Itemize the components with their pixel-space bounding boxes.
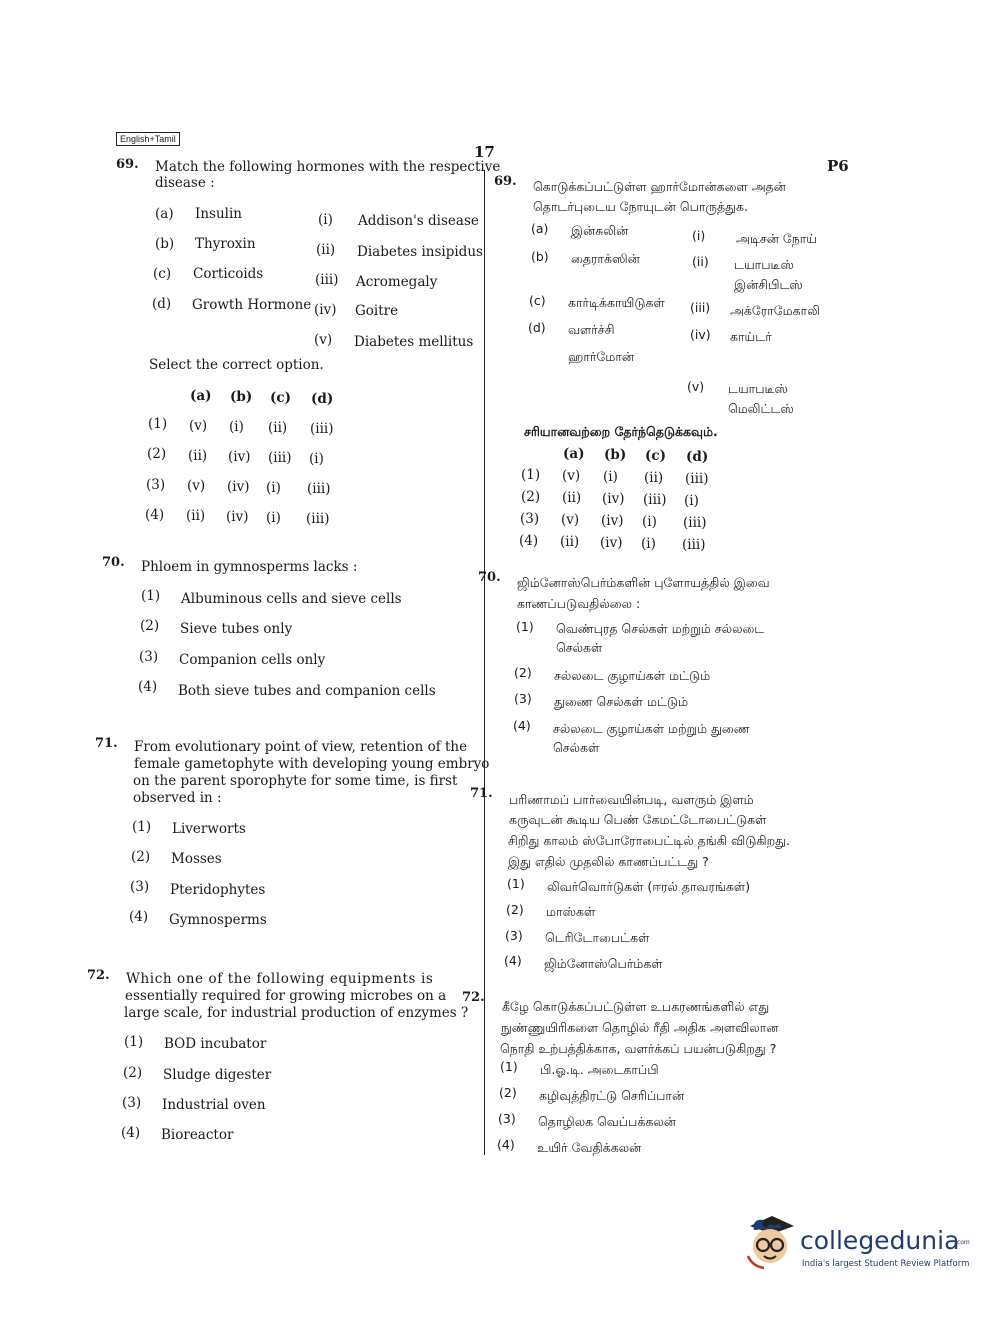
- q69-cell: (iii): [268, 450, 292, 466]
- q69-ta-cell: (iii): [682, 537, 706, 553]
- q69-cell: (iv): [226, 509, 249, 525]
- logo-tagline: India's largest Student Review Platform: [802, 1259, 970, 1269]
- q69-ta-right-item-cont: இன்சிபிடஸ்: [734, 277, 803, 292]
- q69-right-item: Goitre: [355, 303, 399, 319]
- q72-option-label[interactable]: (2): [123, 1065, 143, 1081]
- q69-head: (b): [230, 389, 253, 405]
- q69-ta-option[interactable]: (3): [520, 511, 540, 527]
- q71-ta-stem-line: கருவுடன் கூடிய பெண் கேமட்டோபைட்டுகள்: [509, 812, 767, 827]
- q69-cell: (i): [229, 419, 244, 435]
- q71-ta-option-text: டெரிடோபைட்கள்: [545, 930, 650, 945]
- q70-option-label[interactable]: (3): [139, 649, 159, 665]
- q71-ta-option-text: லிவர்வொர்டுகள் (ஈரல் தாவரங்கள்): [547, 879, 751, 894]
- q72-ta-option-label[interactable]: (2): [499, 1085, 517, 1100]
- q71-stem-line: observed in :: [133, 790, 222, 806]
- collegedunia-logo-text: collegedunia: [800, 1226, 960, 1255]
- q69-ta-left-item: கார்டிக்காயிடுகள்: [568, 295, 665, 310]
- q69-ta-cell: (i): [642, 514, 657, 530]
- q69-ta-instruction: சரியானவற்றை தேர்ந்தெடுக்கவும்.: [524, 424, 718, 439]
- q71-option-text: Liverworts: [172, 821, 246, 837]
- q70-option-text: Sieve tubes only: [180, 621, 293, 637]
- q70-ta-option-label[interactable]: (4): [513, 718, 531, 733]
- q69-ta-right-label: (iv): [690, 327, 711, 342]
- q72-stem-line: essentially required for growing microbes on a: [125, 988, 447, 1004]
- q69-ta-head: (c): [645, 448, 666, 464]
- q71-option-text: Gymnosperms: [169, 912, 267, 928]
- q69-ta-cell: (iv): [601, 513, 624, 529]
- q69-left-label: (b): [155, 236, 175, 252]
- q69-number: 69.: [116, 157, 139, 172]
- q70-number: 70.: [102, 555, 125, 570]
- q69-cell: (v): [187, 478, 206, 494]
- q71-ta-option-label[interactable]: (4): [504, 953, 522, 968]
- q69-cell: (i): [266, 480, 281, 496]
- q72-ta-option-text: பி.ஓ.டி. அடைகாப்பி: [540, 1062, 659, 1077]
- q69-ta-cell: (iii): [685, 471, 709, 487]
- q69-right-label: (v): [314, 332, 333, 348]
- logo-dotcom: .com: [955, 1239, 970, 1246]
- q69-ta-left-label: (d): [528, 320, 546, 335]
- q69-ta-head: (d): [686, 449, 709, 465]
- q71-option-label[interactable]: (4): [129, 909, 149, 925]
- q70-ta-option-text: வெண்புரத செல்கள் மற்றும் சல்லடை: [556, 621, 765, 636]
- paper-code: P6: [827, 157, 849, 175]
- q70-ta-option-label[interactable]: (2): [514, 665, 532, 680]
- q72-number: 72.: [87, 968, 110, 983]
- q72-stem-line: Which one of the following equipments is: [126, 971, 434, 987]
- q69-ta-cell: (iii): [643, 492, 667, 508]
- q69-ta-cell: (i): [684, 493, 699, 509]
- q71-option-label[interactable]: (2): [131, 849, 151, 865]
- q69-cell: (ii): [268, 420, 288, 436]
- q69-ta-option[interactable]: (4): [519, 533, 539, 549]
- q69-ta-cell: (iv): [600, 535, 623, 551]
- q71-number: 71.: [95, 736, 118, 751]
- q70-ta-option-text-cont: செல்கள்: [553, 740, 600, 755]
- q71-stem-line: on the parent sporophyte for some time, is first: [133, 773, 458, 789]
- q72-option-label[interactable]: (4): [121, 1125, 141, 1141]
- q69-right-label: (i): [318, 212, 333, 228]
- q72-option-text: Industrial oven: [162, 1097, 266, 1113]
- q69-ta-right-item: அக்ரோமேகாலி: [730, 303, 820, 318]
- q69-ta-cell: (ii): [644, 470, 664, 486]
- q71-option-label[interactable]: (3): [130, 879, 150, 895]
- q70-option-label[interactable]: (1): [141, 588, 161, 604]
- q71-ta-stem-line: இது எதில் முதலில் காணப்பட்டது ?: [508, 854, 709, 869]
- q72-ta-stem-line: நுண்ணுயிரிகளை தொழில் ரீதி அதிக அளவிலான: [501, 1020, 779, 1035]
- q69-cell: (i): [309, 451, 324, 467]
- q72-option-text: Bioreactor: [161, 1127, 234, 1143]
- q72-option-text: Sludge digester: [163, 1067, 272, 1083]
- q69-ta-right-label: (v): [687, 379, 705, 394]
- q69-cell: (ii): [186, 508, 206, 524]
- q69-ta-option[interactable]: (1): [521, 467, 541, 483]
- q72-ta-option-text: உயிர் வேதிக்கலன்: [537, 1140, 642, 1155]
- q72-option-label[interactable]: (1): [124, 1034, 144, 1050]
- q69-right-label: (iv): [314, 302, 337, 318]
- q72-option-label[interactable]: (3): [122, 1095, 142, 1111]
- q69-left-item: Insulin: [195, 206, 242, 222]
- q69-head: (c): [270, 390, 291, 406]
- q72-ta-stem-line: நொதி உற்பத்திக்காக, வளர்க்கப் பயன்படுகிறது ?: [500, 1041, 777, 1056]
- q69-right-item: Diabetes mellitus: [354, 334, 474, 350]
- q69-ta-right-label: (iii): [690, 300, 711, 315]
- q69-cell: (iii): [307, 481, 331, 497]
- q71-ta-option-label[interactable]: (2): [506, 902, 524, 917]
- q71-ta-option-text: ஜிம்னோஸ்பெர்ம்கள்: [544, 956, 663, 971]
- q70-ta-option-label[interactable]: (3): [514, 691, 532, 706]
- q69-ta-cell: (i): [603, 469, 618, 485]
- q72-ta-option-label[interactable]: (3): [498, 1111, 516, 1126]
- q71-ta-option-label[interactable]: (1): [507, 876, 525, 891]
- q69-ta-right-label: (i): [692, 228, 706, 243]
- q71-ta-option-text: மாஸ்கள்: [546, 904, 596, 919]
- q69-ta-left-label: (a): [531, 221, 549, 236]
- q71-ta-stem-line: பரிணாமப் பார்வையின்படி, வளரும் இளம்: [509, 792, 754, 807]
- q70-option-text: Companion cells only: [179, 652, 326, 668]
- q69-ta-left-label: (b): [531, 249, 549, 264]
- q69-ta-head: (a): [563, 446, 585, 462]
- q69-ta-left-item: இன்சுலின்: [571, 223, 629, 238]
- q69-option[interactable]: (2): [147, 446, 167, 462]
- q69-ta-right-item-cont: மெலிட்டஸ்: [728, 401, 794, 416]
- q72-ta-number: 72.: [462, 990, 485, 1005]
- q69-cell: (i): [266, 510, 281, 526]
- q69-option[interactable]: (1): [148, 416, 168, 432]
- q70-option-text: Both sieve tubes and companion cells: [178, 683, 436, 699]
- q70-stem-line: Phloem in gymnosperms lacks :: [141, 559, 358, 575]
- q71-option-label[interactable]: (1): [132, 819, 152, 835]
- q69-right-label: (iii): [315, 272, 339, 288]
- q69-ta-cell: (iii): [683, 515, 707, 531]
- q69-ta-cell: (ii): [560, 534, 580, 550]
- q71-stem-line: female gametophyte with developing young embryo: [134, 756, 490, 772]
- q69-ta-left-label: (c): [529, 293, 546, 308]
- q69-right-item: Acromegaly: [356, 274, 438, 290]
- q70-ta-number: 70.: [478, 570, 501, 585]
- q69-ta-left-item: தைராக்ஸின்: [571, 251, 640, 266]
- q69-option[interactable]: (3): [146, 477, 166, 493]
- q69-cell: (iv): [227, 479, 250, 495]
- q70-ta-option-text: சல்லடை குழாய்கள் மற்றும் துணை: [553, 721, 750, 736]
- q69-option[interactable]: (4): [145, 507, 165, 523]
- q69-stem-line: Match the following hormones with the respective: [155, 159, 501, 175]
- q72-ta-option-label[interactable]: (1): [500, 1059, 518, 1074]
- q69-ta-head: (b): [604, 447, 627, 463]
- q71-option-text: Pteridophytes: [170, 882, 266, 898]
- q69-left-item: Thyroxin: [195, 236, 256, 252]
- q69-right-label: (ii): [316, 242, 336, 258]
- q70-ta-option-text: சல்லடை குழாய்கள் மட்டும்: [554, 668, 711, 683]
- q69-cell: (iv): [228, 449, 251, 465]
- q69-ta-cell: (ii): [562, 490, 582, 506]
- q69-cell: (ii): [188, 448, 208, 464]
- q70-option-text: Albuminous cells and sieve cells: [181, 591, 402, 607]
- q72-ta-option-label[interactable]: (4): [497, 1137, 515, 1152]
- q72-ta-option-text: தொழிலக வெப்பக்கலன்: [538, 1114, 676, 1129]
- q72-option-text: BOD incubator: [164, 1036, 267, 1052]
- q69-right-item: Diabetes insipidus: [357, 244, 483, 260]
- q69-ta-right-item: காய்டர்: [730, 329, 772, 344]
- column-divider: [484, 170, 485, 1155]
- q70-ta-option-text-cont: செல்கள்: [556, 640, 603, 655]
- q71-ta-stem-line: சிறிது காலம் ஸ்போரோபைட்டில் தங்கி விடுகிறது.: [508, 833, 790, 848]
- collegedunia-mascot-icon: [742, 1212, 800, 1274]
- q70-ta-option-text: துணை செல்கள் மட்டும்: [554, 694, 689, 709]
- page-number: 17: [474, 143, 495, 161]
- q69-ta-cell: (iv): [602, 491, 625, 507]
- q69-ta-left-item-cont: ஹார்மோன்: [568, 349, 634, 364]
- q69-cell: (iii): [306, 511, 330, 527]
- q71-option-text: Mosses: [171, 851, 222, 867]
- q72-ta-option-text: கழிவுத்திரட்டு செரிப்பான்: [539, 1088, 685, 1103]
- q70-ta-option-label[interactable]: (1): [516, 619, 534, 634]
- q69-ta-right-item: அடிசன் நோய்: [736, 231, 817, 246]
- q69-left-item: Corticoids: [193, 266, 264, 282]
- q69-ta-option[interactable]: (2): [521, 489, 541, 505]
- q69-ta-cell: (i): [641, 536, 656, 552]
- q69-ta-cell: (v): [561, 512, 580, 528]
- q70-option-label[interactable]: (4): [138, 679, 158, 695]
- q71-stem-line: From evolutionary point of view, retention of the: [134, 739, 468, 755]
- q69-cell: (v): [189, 418, 208, 434]
- q69-left-label: (d): [152, 296, 172, 312]
- q69-cell: (iii): [310, 421, 334, 437]
- q69-ta-stem-line: கொடுக்கப்பட்டுள்ள ஹார்மோன்களை அதன்: [533, 179, 786, 194]
- q69-ta-right-label: (ii): [692, 254, 709, 269]
- q69-ta-number: 69.: [494, 174, 517, 189]
- q69-ta-right-item: டயாபடீஸ்: [728, 381, 788, 396]
- q69-right-item: Addison's disease: [358, 213, 479, 229]
- q69-stem-line: disease :: [155, 175, 215, 191]
- q69-ta-left-item: வளர்ச்சி: [568, 322, 615, 337]
- q71-ta-option-label[interactable]: (3): [505, 928, 523, 943]
- q69-instruction: Select the correct option.: [149, 357, 324, 373]
- q70-option-label[interactable]: (2): [140, 618, 160, 634]
- q69-head: (a): [190, 388, 212, 404]
- q71-ta-number: 71.: [470, 786, 493, 801]
- q70-ta-stem-line: ஜிம்னோஸ்பெர்ம்களின் புளோயத்தில் இவை: [517, 575, 770, 590]
- q69-left-label: (a): [155, 206, 174, 222]
- q69-ta-cell: (v): [562, 468, 581, 484]
- q69-ta-right-item: டயாபடீஸ்: [734, 257, 794, 272]
- q69-left-item: Growth Hormone: [192, 297, 312, 313]
- q69-head: (d): [311, 391, 334, 407]
- q72-ta-stem-line: கீழே கொடுக்கப்பட்டுள்ள உபகரணங்களில் எது: [502, 999, 770, 1014]
- q72-stem-line: large scale, for industrial production of enzymes ?: [124, 1005, 469, 1021]
- language-tag: English+Tamil: [116, 132, 180, 146]
- q70-ta-stem-line: காணப்படுவதில்லை :: [517, 596, 641, 611]
- q69-ta-stem-line: தொடர்புடைய நோயுடன் பொருத்துக.: [533, 199, 748, 214]
- q69-left-label: (c): [153, 266, 172, 282]
